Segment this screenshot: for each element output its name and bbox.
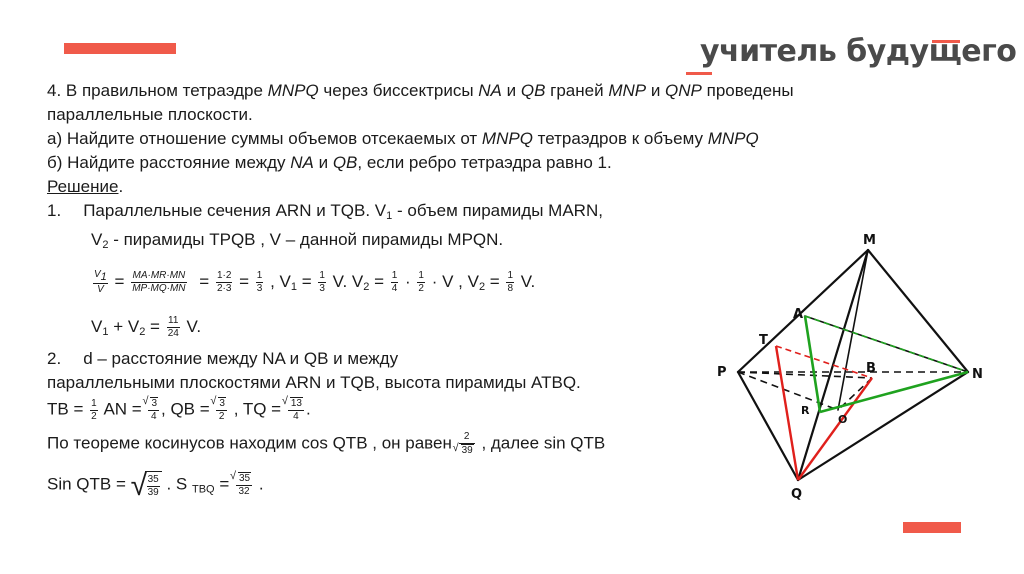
- edge-QN: [798, 372, 968, 480]
- label-Q: Q: [791, 487, 803, 502]
- accent-bar-logo-bottom: [686, 72, 712, 75]
- accent-bar-bottom-right: [903, 522, 961, 533]
- label-N: N: [972, 367, 983, 382]
- problem-part-a: а) Найдите отношение суммы объемов отсекаемых от MNPQ тетраэдров к объему MNPQ: [47, 129, 759, 148]
- solution-step-2: 2. d – расстояние между NA и QB и между: [47, 349, 399, 368]
- label-O: O: [838, 413, 848, 426]
- problem-part-b: б) Найдите расстояние между NA и QB, если ребро тетраэдра равно 1.: [47, 153, 612, 172]
- label-M: M: [863, 233, 876, 248]
- problem-line-2: параллельные плоскости.: [47, 105, 253, 124]
- solution-step-1: 1. Параллельные сечения ARN и TQB. $V_1$ - объем пирамиды MARN,: [47, 201, 603, 222]
- slide-content: [47, 79, 794, 511]
- edge-MN: [868, 250, 968, 372]
- label-A: A: [793, 307, 804, 322]
- solution-step-1-cont: $V_2$ - пирамиды TPQB , V – данной пирамиды MPQN.: [91, 230, 504, 251]
- sine-area-line: Sin QTB = √ $\frac{35}{39}$ . S $_{TBQ}$ = √ $\frac{35}{32}$ .: [47, 471, 727, 511]
- label-B: B: [866, 361, 876, 376]
- cosine-theorem-line: По теореме косинусов находим cos QTB , он равен 2 √ 39 , далее sin QTB: [47, 431, 727, 465]
- line-PO-hidden: [738, 372, 838, 410]
- line-PB-hidden: [738, 372, 872, 378]
- solution-step-2-cont: параллельными плоскостями ARN и TQB, высота пирамиды ATBQ.: [47, 373, 581, 392]
- volume-ratio-formula: $\frac{V_1}{V}$ = $\frac{MA\cdot MR\cdot MN}{MP\cdot MQ\cdot MN}$ = $\frac{1\cdot 2}{2\cdot 3}$ = $\frac{1}{3}$ , $V_1$ = $\frac{1}{3}$ V. $V_2$ = $\frac{1}{4}$ · $\frac{1}{2}$ · V , $V_2$ = $\frac{1}{8}$ V.: [94, 269, 536, 295]
- solution-heading: Решение.: [47, 177, 124, 196]
- label-P: P: [717, 365, 727, 380]
- line-RN: [820, 372, 968, 412]
- segment-lengths: TB = $\frac{1}{2}$ AN = √ $\frac{3}{4}$ , QB = √ $\frac{3}{2}$ , TQ = √ $\frac{13}{4}$ .: [47, 397, 727, 431]
- accent-bar-top-left: [64, 43, 176, 54]
- label-R: R: [801, 404, 810, 417]
- tetrahedron-diagram: [700, 210, 1024, 510]
- label-T: T: [759, 333, 768, 348]
- line-QB: [798, 378, 872, 480]
- brand-logo: учитель будущего: [700, 34, 1017, 69]
- line-TB: [776, 346, 872, 378]
- volume-sum-formula: $V_1 + V_2$ = $\frac{11}{24}$ V.: [91, 315, 202, 340]
- problem-line-1: 4. В правильном тетраэдре MNPQ через биссектрисы NA и QB граней MNP и QNP проведены: [47, 81, 794, 100]
